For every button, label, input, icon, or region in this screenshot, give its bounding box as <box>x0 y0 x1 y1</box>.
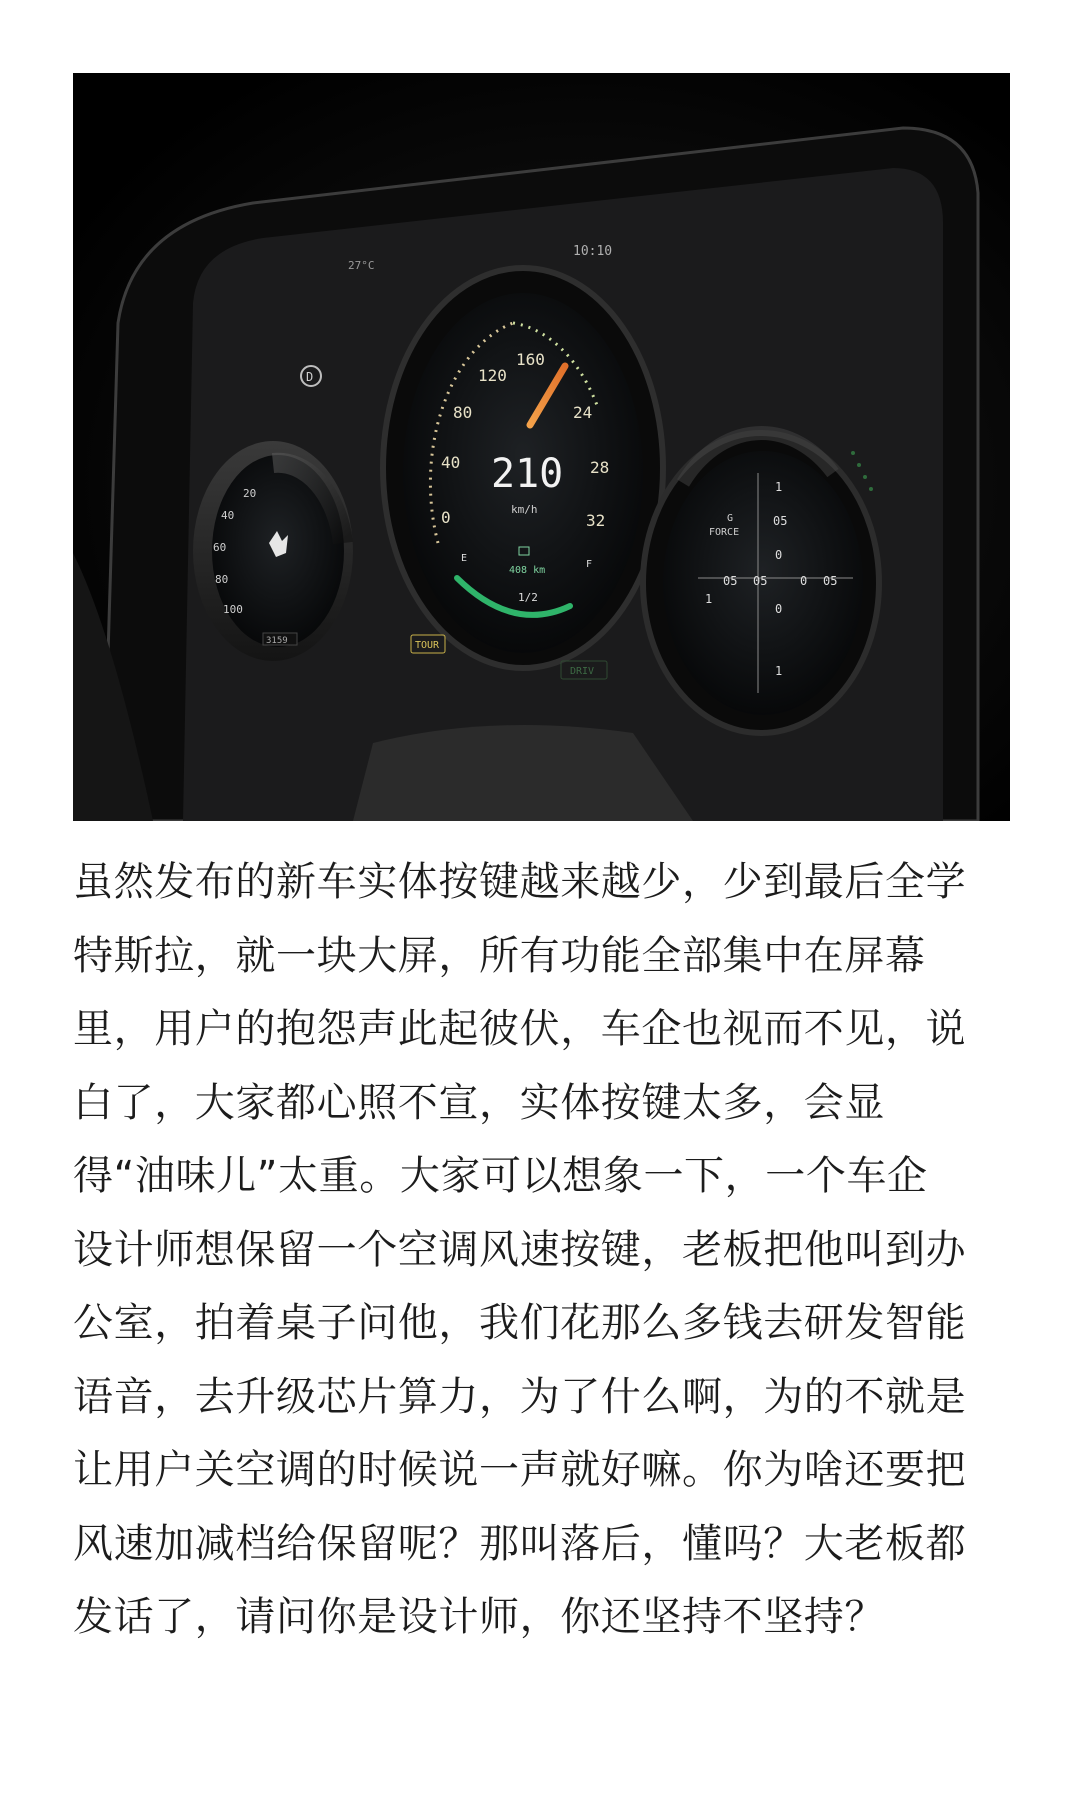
paragraph-line: 语音，去升级芯片算力，为了什么啊，为的不就是 <box>73 1373 967 1420</box>
dashboard-illustration <box>73 73 1010 821</box>
rpm-gauge <box>193 441 353 661</box>
fuel-empty-label: E <box>461 553 468 564</box>
paragraph-line: 里，用户的抱怨声此起彼伏，车企也视而不见，说 <box>73 1006 967 1052</box>
paragraph-line: 虽然发布的新车实体按键越来越少，少到最后全学 <box>73 859 967 905</box>
speed-tick-label: 0 <box>441 508 451 527</box>
dashboard-photo <box>73 73 1010 821</box>
rpm-tick-label: 40 <box>221 509 235 522</box>
rpm-tick-label: 100 <box>223 603 243 616</box>
g-force-tick-label: 05 <box>773 514 788 528</box>
speed-tick-label: 120 <box>478 366 507 385</box>
g-force-tick-label: 05 <box>753 574 768 588</box>
speedometer <box>383 268 663 668</box>
speed-tick-label: 40 <box>441 453 461 472</box>
temperature-readout: 27°C <box>348 259 375 272</box>
paragraph-line: 风速加减档给保留呢？那叫落后，懂吗？大老板都 <box>73 1520 967 1567</box>
speed-tick-label: 32 <box>586 511 606 530</box>
rpm-tick-label: 60 <box>213 541 227 554</box>
clock-readout: 10:10 <box>573 244 613 259</box>
g-force-gauge <box>643 433 879 733</box>
paragraph-line: 特斯拉，就一块大屏，所有功能全部集中在屏幕 <box>73 932 926 979</box>
fuel-half-label: 1/2 <box>518 591 538 604</box>
article-body <box>73 846 1003 1655</box>
rpm-tick-label: 20 <box>243 487 257 500</box>
g-force-tick-label: 1 <box>705 592 713 606</box>
paragraph-line: 让用户关空调的时候说一声就好嘛。你为啥还要把 <box>73 1447 967 1493</box>
g-force-tick-label: 0 <box>800 574 808 588</box>
drive-mode-label: DRIV <box>570 666 595 677</box>
rpm-tick-label: 80 <box>215 573 229 586</box>
speed-unit: km/h <box>511 503 538 516</box>
speed-tick-label: 28 <box>590 458 610 477</box>
paragraph-line: 得“油味儿”太重。大家可以想象一下，一个车企 <box>73 1153 928 1199</box>
g-force-title-line2: FORCE <box>709 527 740 538</box>
odometer-readout: 3159 <box>266 636 288 646</box>
speed-readout: 210 <box>491 451 564 497</box>
paragraph-line: 设计师想保留一个空调风速按键，老板把他叫到办 <box>73 1226 967 1273</box>
g-force-tick-label: 0 <box>775 548 783 562</box>
speed-tick-label: 24 <box>573 403 593 422</box>
g-force-tick-label: 1 <box>775 664 783 678</box>
drive-badge-label: D <box>306 370 314 384</box>
paragraph-line: 白了，大家都心照不宣，实体按键太多，会显 <box>73 1079 885 1126</box>
fuel-full-label: F <box>586 559 593 570</box>
g-force-tick-label: 1 <box>775 480 783 494</box>
g-force-tick-label: 05 <box>723 574 738 588</box>
paragraph-line: 发话了，请问你是设计师，你还坚持不坚持？ <box>73 1594 885 1640</box>
paragraph-line: 公室，拍着桌子问他，我们花那么多钱去研发智能 <box>73 1300 967 1346</box>
range-readout: 408 km <box>509 565 546 576</box>
speed-tick-label: 160 <box>516 350 545 369</box>
tour-mode-label: TOUR <box>415 640 440 651</box>
g-force-title-line1: G <box>727 513 734 524</box>
g-force-tick-label: 0 <box>775 602 783 616</box>
speed-tick-label: 80 <box>453 403 473 422</box>
g-force-tick-label: 05 <box>823 574 838 588</box>
